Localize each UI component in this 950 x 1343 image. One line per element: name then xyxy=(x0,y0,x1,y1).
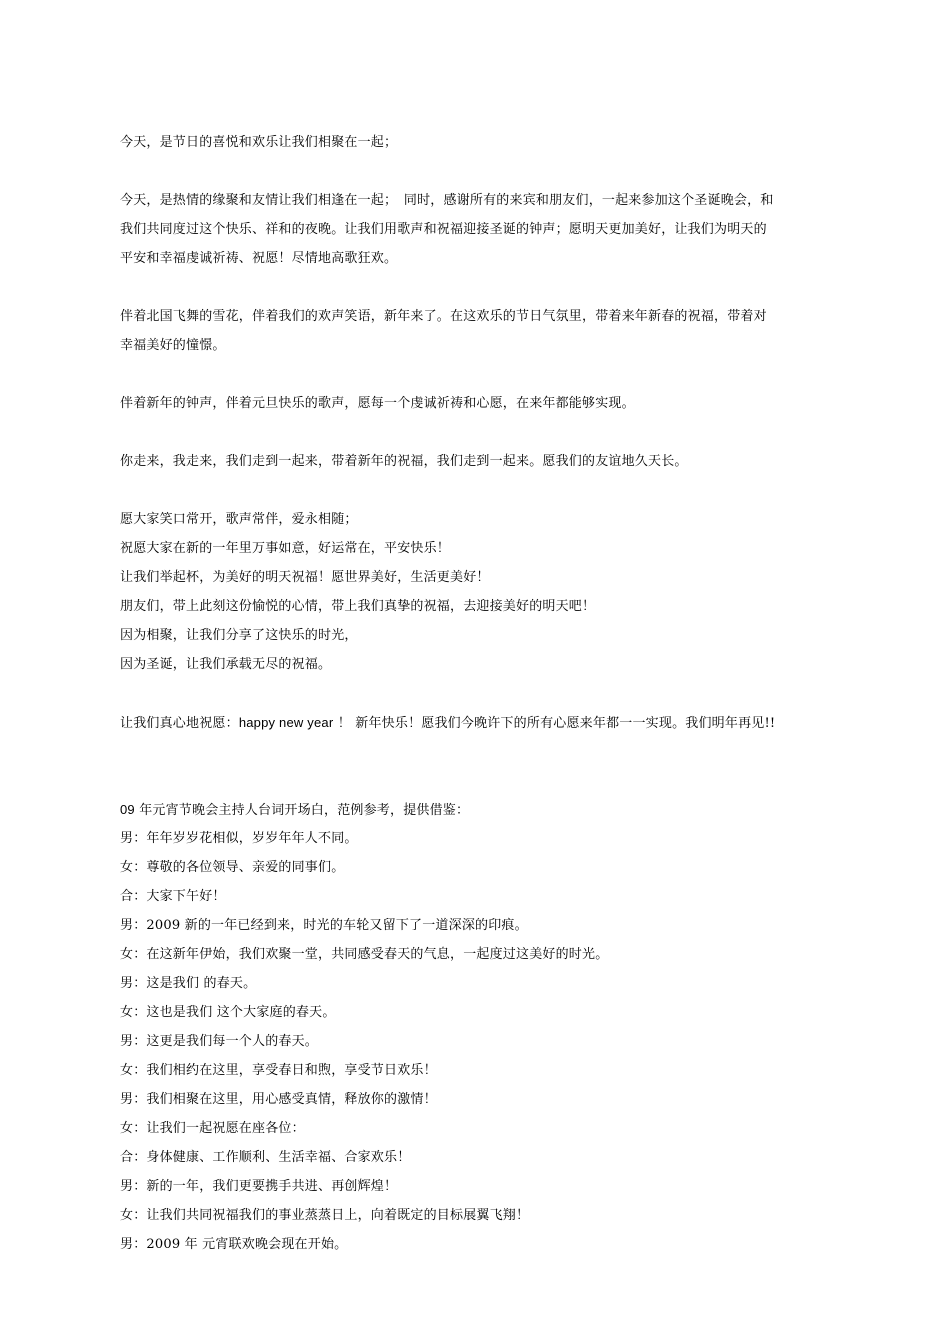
paragraph-spacer xyxy=(120,737,840,766)
document-page xyxy=(120,128,840,1259)
paragraph-spacer xyxy=(120,360,840,389)
script-line: 男：年年岁岁花相似，岁岁年年人不同。 xyxy=(120,831,358,846)
paragraph-spacer xyxy=(120,766,840,795)
script-line: 女：这也是我们 这个大家庭的春天。 xyxy=(120,1005,336,1020)
paragraph-5: 你走来，我走来，我们走到一起来，带着新年的祝福，我们走到一起来。愿我们的友谊地久天长。 xyxy=(120,454,688,469)
script-line: 男：2009 年 元宵联欢晚会现在开始。 xyxy=(120,1237,348,1252)
paragraph-3-line-1: 伴着北国飞舞的雪花，伴着我们的欢声笑语，新年来了。在这欢乐的节日气氛里，带着来年新春的祝福，带着对 xyxy=(120,309,767,324)
closing-suffix: ！ 新年快乐！愿我们今晚许下的所有心愿来年都一一实现。我们明年再见!! xyxy=(333,716,776,731)
wish-line: 因为相聚，让我们分享了这快乐的时光， xyxy=(120,628,358,643)
paragraph-2-line-2: 我们共同度过这个快乐、祥和的夜晚。让我们用歌声和祝福迎接圣诞的钟声；愿明天更加美好，让我们为明天的 xyxy=(120,222,767,237)
script-line: 男：我们相聚在这里，用心感受真情，释放你的激情！ xyxy=(120,1092,437,1107)
script-line: 合：身体健康、工作顺利、生活幸福、合家欢乐！ xyxy=(120,1150,411,1165)
script-line: 合：大家下午好！ xyxy=(120,889,226,904)
paragraph-3-line-2: 幸福美好的憧憬。 xyxy=(120,338,226,353)
script-line: 女：在这新年伊始，我们欢聚一堂，共同感受春天的气息，一起度过这美好的时光。 xyxy=(120,947,609,962)
script-line: 女：让我们一起祝愿在座各位： xyxy=(120,1121,305,1136)
paragraph-spacer xyxy=(120,476,840,505)
wish-line: 朋友们，带上此刻这份愉悦的心情，带上我们真挚的祝福，去迎接美好的明天吧！ xyxy=(120,599,596,614)
script-line: 男：2009 新的一年已经到来，时光的车轮又留下了一道深深的印痕。 xyxy=(120,918,528,933)
script-line: 女：尊敬的各位领导、亲爱的同事们。 xyxy=(120,860,345,875)
wish-line: 祝愿大家在新的一年里万事如意，好运常在，平安快乐！ xyxy=(120,541,451,556)
paragraph-2-line-1: 今天，是热情的缘聚和友情让我们相逢在一起； 同时，感谢所有的来宾和朋友们，一起来参加这个圣诞晚会，和 xyxy=(120,193,774,208)
paragraph-2-line-3: 平安和幸福虔诚祈祷、祝愿！尽情地高歌狂欢。 xyxy=(120,251,398,266)
wish-line: 让我们举起杯，为美好的明天祝福！愿世界美好，生活更美好！ xyxy=(120,570,490,585)
script-intro xyxy=(120,795,840,824)
wish-line: 愿大家笑口常开，歌声常伴，爱永相随； xyxy=(120,512,358,527)
script-intro-year: 09 xyxy=(120,802,135,817)
closing-line xyxy=(120,708,840,737)
script-line: 女：我们相约在这里，享受春日和煦，享受节日欢乐！ xyxy=(120,1063,437,1078)
script-line: 男：这是我们 的春天。 xyxy=(120,976,257,991)
paragraph-spacer xyxy=(120,157,840,186)
script-intro-text: 年元宵节晚会主持人台词开场白，范例参考，提供借鉴： xyxy=(134,803,470,818)
script-line: 男：这更是我们每一个人的春天。 xyxy=(120,1034,319,1049)
paragraph-spacer xyxy=(120,679,840,708)
script-line: 女：让我们共同祝福我们的事业蒸蒸日上，向着既定的目标展翼飞翔！ xyxy=(120,1208,530,1223)
closing-prefix: 让我们真心地祝愿： xyxy=(120,716,239,731)
paragraph-1: 今天，是节日的喜悦和欢乐让我们相聚在一起； xyxy=(120,135,398,150)
paragraph-4: 伴着新年的钟声，伴着元旦快乐的歌声，愿每一个虔诚祈祷和心愿，在来年都能够实现。 xyxy=(120,396,635,411)
script-line: 男：新的一年，我们更要携手共进、再创辉煌！ xyxy=(120,1179,398,1194)
paragraph-spacer xyxy=(120,418,840,447)
closing-english: happy new year xyxy=(238,715,334,730)
wish-line: 因为圣诞，让我们承载无尽的祝福。 xyxy=(120,657,332,672)
paragraph-spacer xyxy=(120,273,840,302)
